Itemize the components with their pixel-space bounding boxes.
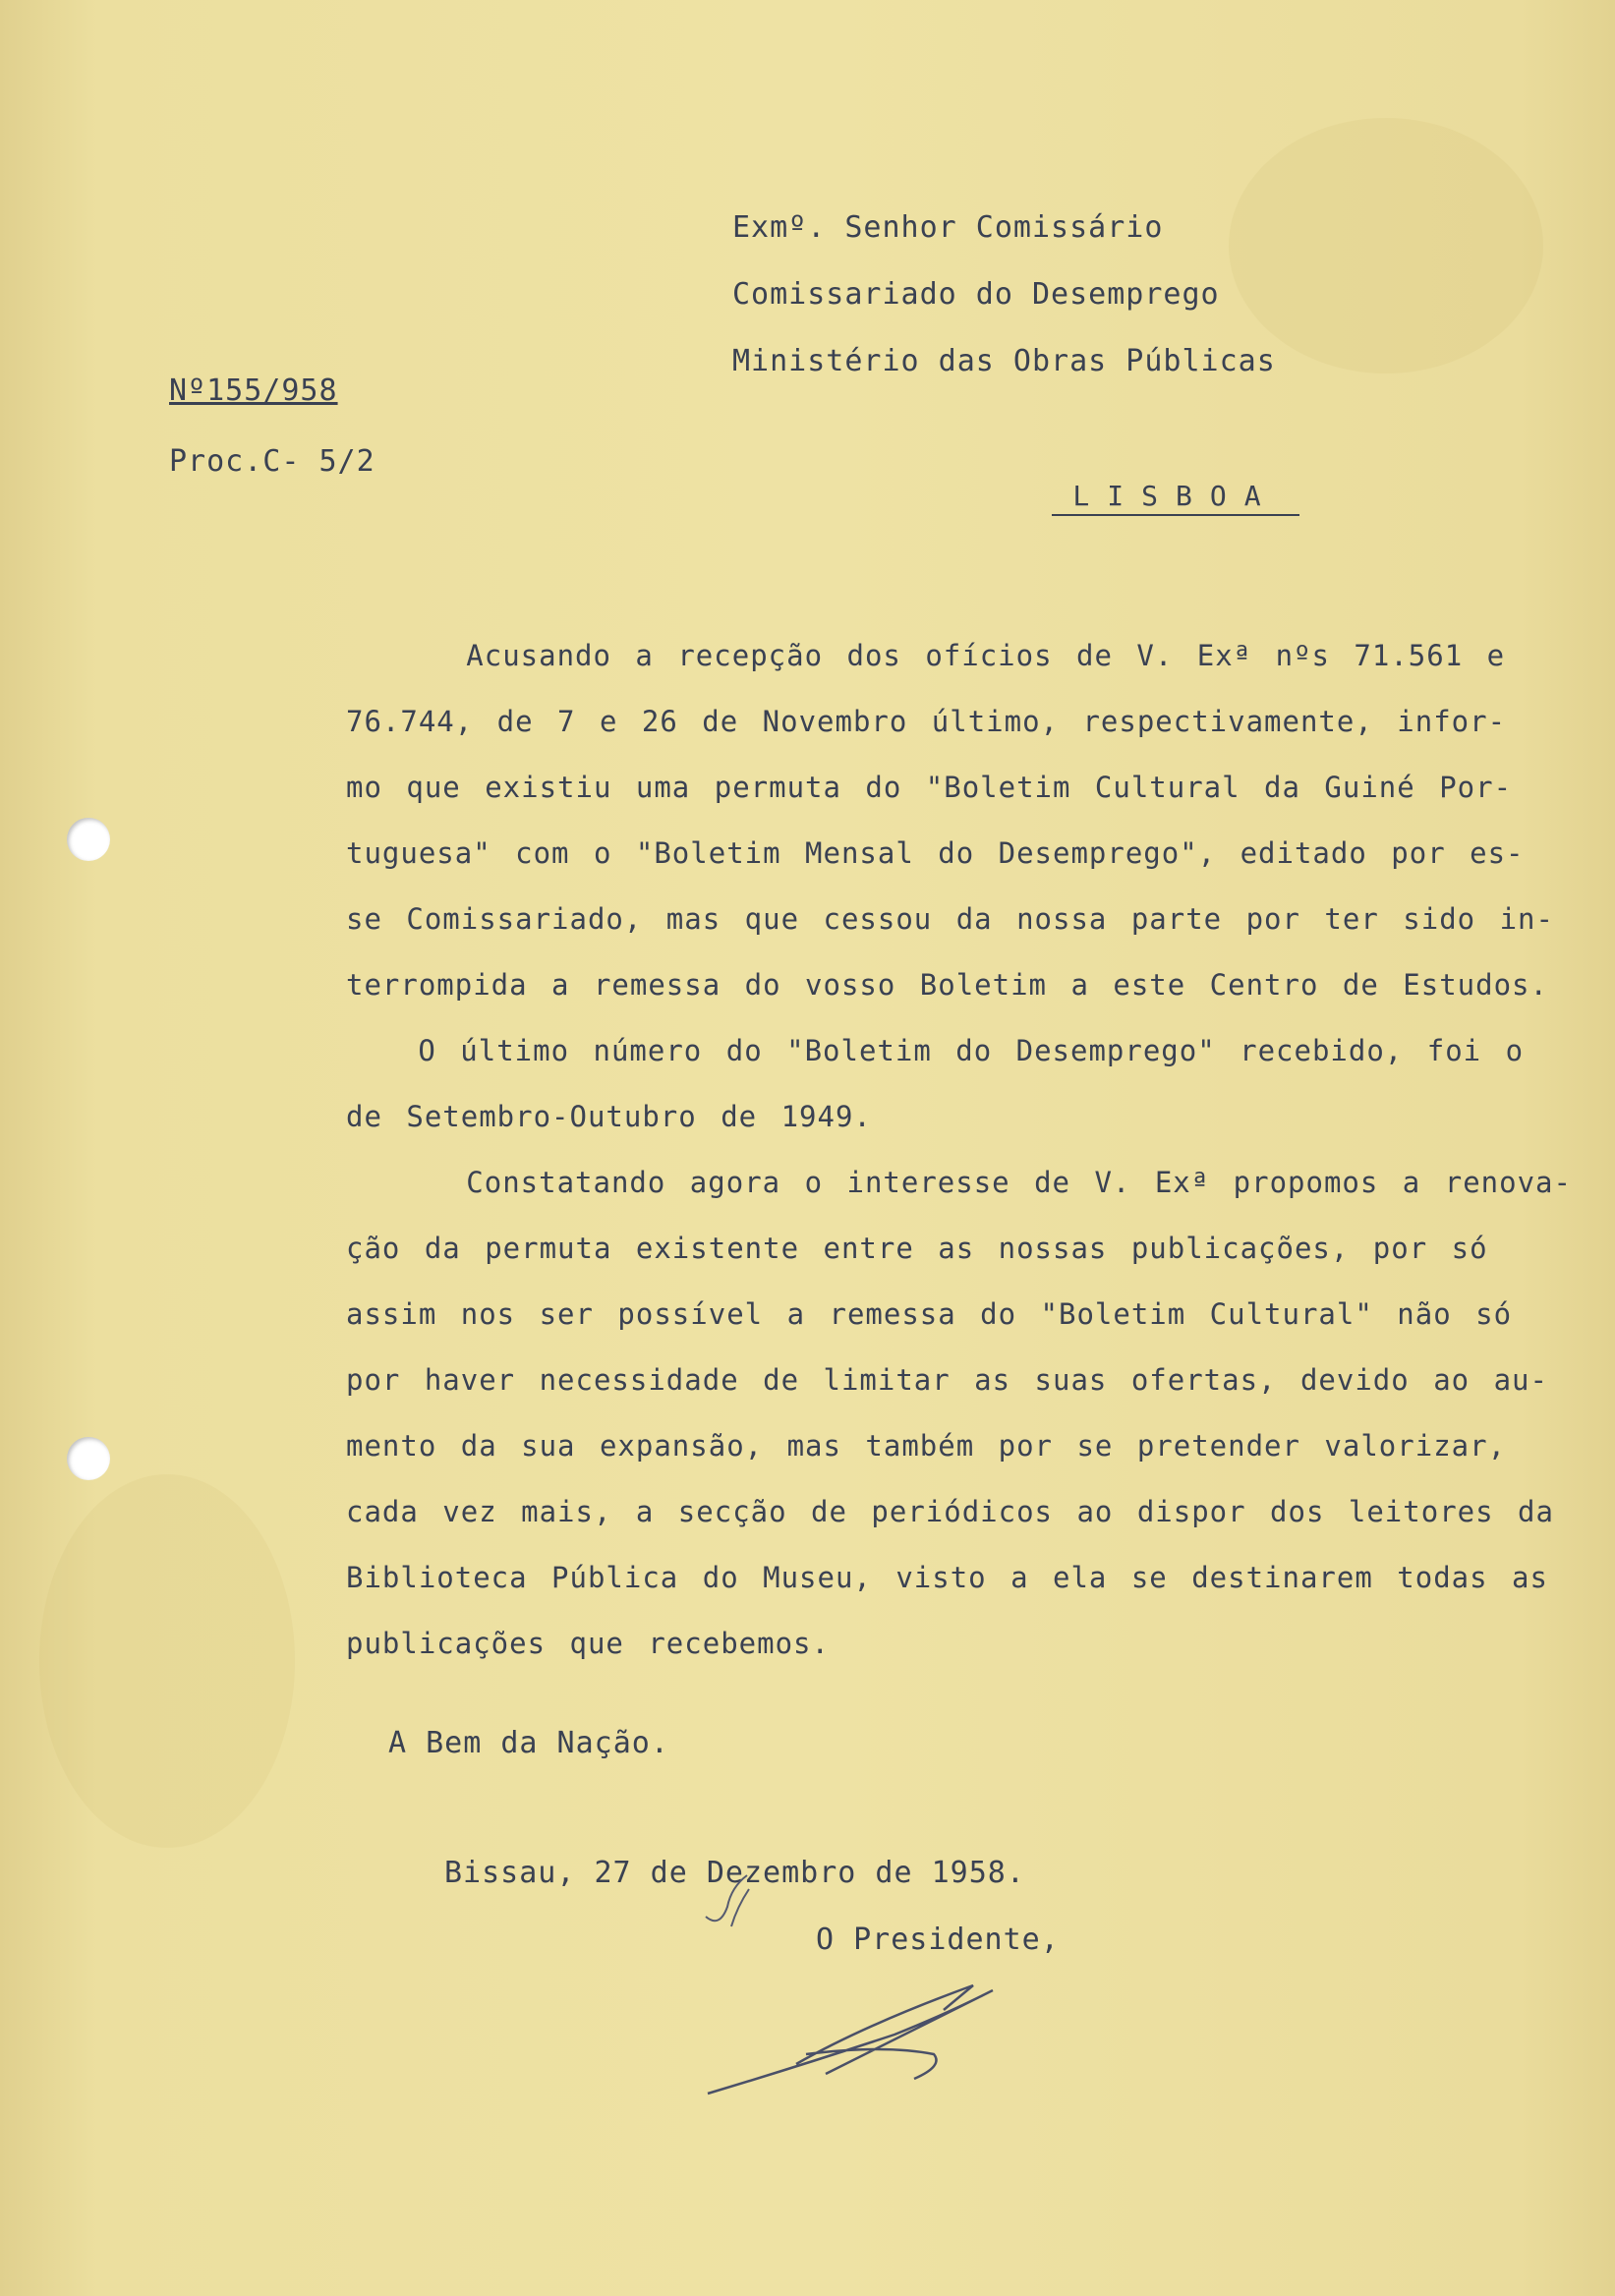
closing-salutation: A Bem da Nação. [388,1726,669,1760]
punch-hole [67,1437,110,1480]
handwritten-signature [688,1956,1022,2113]
reference-number: Nº155/958 [169,373,338,408]
paper-stain [39,1474,295,1848]
body-line: ção da permuta existente entre as nossas publicações, por só [346,1232,1488,1265]
initials-mark [688,1867,796,1956]
process-reference: Proc.C- 5/2 [169,444,375,479]
place-and-date: Bissau, 27 de Dezembro de 1958. [444,1856,1025,1890]
body-line: assim nos ser possível a remessa do "Boletim Cultural" não só [346,1297,1513,1331]
body-line: 76.744, de 7 e 26 de Novembro último, respectivamente, infor- [346,705,1507,738]
body-line: por haver necessidade de limitar as suas ofertas, devido ao au- [346,1363,1548,1397]
recipient-city: LISBOA [1052,480,1299,516]
body-line: Constatando agora o interesse de V. Exª propomos a renova- [346,1166,1572,1199]
recipient-line-2: Comissariado do Desemprego [732,277,1220,312]
body-line: Biblioteca Pública do Museu, visto a ela se destinarem todas as [346,1561,1548,1594]
body-line: se Comissariado, mas que cessou da nossa parte por ter sido in- [346,902,1554,936]
body-line: publicações que recebemos. [346,1627,830,1660]
body-line: cada vez mais, a secção de periódicos ao dispor dos leitores da [346,1495,1554,1528]
paper-stain [1229,118,1543,373]
body-line: tuguesa" com o "Boletim Mensal do Desemprego", editado por es- [346,836,1525,870]
body-line: O último número do "Boletim do Desemprego" recebido, foi o [346,1034,1525,1067]
signer-title: O Presidente, [816,1923,1060,1957]
body-line: mo que existiu uma permuta do "Boletim Cultural da Guiné Por- [346,771,1513,804]
recipient-line-1: Exmº. Senhor Comissário [732,210,1164,245]
body-line: Acusando a recepção dos ofícios de V. Exª nºs 71.561 e [346,639,1506,672]
body-line: mento da sua expansão, mas também por se pretender valorizar, [346,1429,1507,1463]
body-line: de Setembro-Outubro de 1949. [346,1100,872,1133]
recipient-line-3: Ministério das Obras Públicas [732,344,1276,378]
body-line: terrompida a remessa do vosso Boletim a este Centro de Estudos. [346,968,1548,1002]
punch-hole [67,818,110,861]
